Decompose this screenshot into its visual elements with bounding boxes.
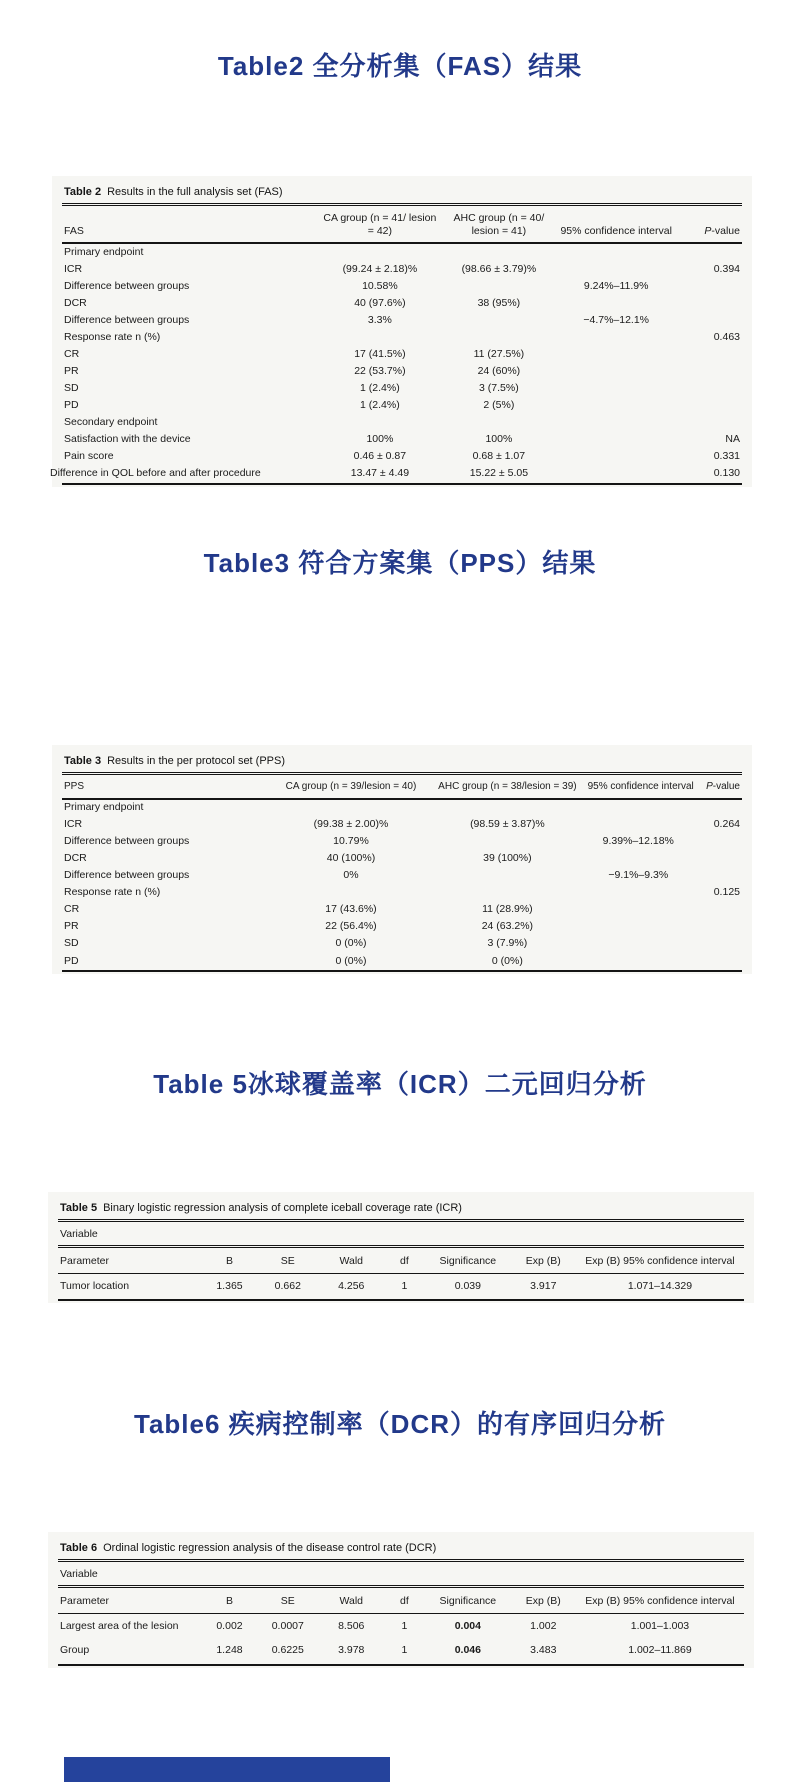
cell-ci bbox=[586, 936, 691, 953]
table6-caption-text: Ordinal logistic regression analysis of the disease control rate (DCR) bbox=[103, 1542, 437, 1554]
cell-b: 0.002 bbox=[216, 1619, 243, 1632]
col-b: B bbox=[225, 1595, 233, 1607]
cell-exp-b-ci: 1.002–11.869 bbox=[628, 1644, 692, 1657]
cell-ca: 13.47 ± 4.49 bbox=[350, 467, 410, 480]
col-se: SE bbox=[280, 1595, 295, 1607]
cell-p: 0.463 bbox=[713, 331, 740, 344]
cell-ahc: (98.59 ± 3.87)% bbox=[470, 818, 545, 831]
col-se: SE bbox=[280, 1255, 295, 1267]
cell-significance: 0.004 bbox=[454, 1619, 481, 1632]
table6-variable-band: Variable bbox=[58, 1562, 744, 1588]
table-row bbox=[62, 329, 742, 346]
table-row bbox=[62, 278, 742, 295]
cell-ca: 22 (56.4%) bbox=[325, 920, 377, 933]
row-label: Response rate n (%) bbox=[64, 886, 161, 899]
cell-p: 0.264 bbox=[713, 818, 740, 831]
cell-p bbox=[691, 953, 742, 971]
cell-wald: 4.256 bbox=[338, 1279, 365, 1292]
cell-exp-b: 3.917 bbox=[530, 1279, 557, 1292]
table-row bbox=[62, 432, 742, 449]
heading-table3-pps: Table3 符合方案集（PPS）结果 bbox=[203, 548, 597, 578]
cell-ahc bbox=[429, 868, 585, 885]
p-rest: -value bbox=[712, 781, 740, 792]
table-row bbox=[62, 243, 742, 261]
row-label: ICR bbox=[64, 262, 83, 275]
table-row bbox=[58, 1274, 744, 1300]
table5-caption-label: Table 5 bbox=[60, 1202, 98, 1214]
table-row bbox=[62, 398, 742, 415]
cell-ca bbox=[273, 799, 429, 817]
table2 bbox=[50, 206, 742, 485]
cell-p: 0.130 bbox=[713, 467, 740, 480]
cell-ahc: 0.68 ± 1.07 bbox=[472, 450, 526, 463]
bottom-partial-heading-bar bbox=[64, 1757, 390, 1782]
cell-ahc: 38 (95%) bbox=[477, 296, 521, 309]
cell-p: NA bbox=[725, 433, 740, 446]
col-confidence-interval: 95% confidence interval bbox=[560, 225, 672, 238]
cell-se: 0.662 bbox=[274, 1279, 301, 1292]
cell-ca bbox=[320, 415, 439, 432]
table3-caption-label: Table 3 bbox=[64, 755, 102, 767]
cell-p bbox=[674, 278, 742, 295]
p-italic: P bbox=[706, 781, 713, 792]
cell-p bbox=[691, 851, 742, 868]
row-label: PR bbox=[64, 920, 79, 933]
p-rest: -value bbox=[711, 225, 740, 238]
cell-ci bbox=[558, 329, 674, 346]
row-label: DCR bbox=[64, 296, 87, 309]
table-row bbox=[62, 261, 742, 278]
col-ca-group: CA group (n = 39/lesion = 40) bbox=[285, 781, 417, 792]
col-ca-group: CA group (n = 41/ lesion = 42) bbox=[323, 212, 437, 238]
table-row bbox=[58, 1639, 744, 1665]
table-row bbox=[62, 817, 742, 834]
cell-ca: 40 (97.6%) bbox=[354, 296, 406, 309]
table-row bbox=[62, 851, 742, 868]
cell-ci: 9.24%–11.9% bbox=[583, 279, 649, 292]
table-row bbox=[62, 936, 742, 953]
table5-variable-band: Variable bbox=[58, 1222, 744, 1248]
table5-caption bbox=[58, 1200, 744, 1222]
cell-b: 1.365 bbox=[216, 1279, 243, 1292]
table3 bbox=[62, 775, 742, 972]
col-ahc-group: AHC group (n = 40/ lesion = 41) bbox=[453, 212, 545, 238]
cell-ca: 17 (43.6%) bbox=[325, 903, 377, 916]
cell-p: 0.125 bbox=[713, 886, 740, 899]
table2-caption bbox=[62, 184, 742, 206]
cell-p bbox=[691, 799, 742, 817]
cell-ci bbox=[558, 261, 674, 278]
row-label: Satisfaction with the device bbox=[64, 433, 191, 446]
cell-se: 0.6225 bbox=[271, 1644, 304, 1657]
table5-caption-text: Binary logistic regression analysis of complete iceball coverage rate (ICR) bbox=[103, 1202, 462, 1214]
col-exp-b-ci: Exp (B) 95% confidence interval bbox=[585, 1595, 735, 1607]
table5-figure bbox=[48, 1192, 754, 1303]
cell-p: 0.394 bbox=[713, 262, 740, 275]
cell-ci bbox=[558, 295, 674, 312]
row-label: PD bbox=[64, 399, 79, 412]
table-row bbox=[62, 868, 742, 885]
cell-ahc bbox=[439, 243, 558, 261]
row-label: Difference between groups bbox=[64, 835, 190, 848]
cell-parameter: Tumor location bbox=[60, 1279, 130, 1292]
cell-df: 1 bbox=[401, 1644, 408, 1657]
table3-header-row bbox=[62, 775, 742, 799]
cell-p: 0.331 bbox=[713, 450, 740, 463]
cell-ci bbox=[586, 885, 691, 902]
table3-caption bbox=[62, 753, 742, 775]
table5-header-row bbox=[58, 1248, 744, 1274]
cell-exp-b: 3.483 bbox=[530, 1644, 557, 1657]
cell-p bbox=[674, 364, 742, 381]
cell-ahc: 24 (63.2%) bbox=[481, 920, 534, 933]
col-parameter: Parameter bbox=[60, 1255, 110, 1267]
col-exp-b: Exp (B) bbox=[525, 1255, 561, 1267]
heading-table5-icr: Table 5冰球覆盖率（ICR）二元回归分析 bbox=[153, 1069, 647, 1099]
row-label: Primary endpoint bbox=[64, 245, 144, 258]
row-label: PR bbox=[64, 365, 79, 378]
cell-p bbox=[691, 834, 742, 851]
p-italic: P bbox=[704, 225, 712, 238]
cell-ci bbox=[558, 381, 674, 398]
cell-ca: 40 (100%) bbox=[326, 852, 376, 865]
cell-ci bbox=[586, 851, 691, 868]
table-row bbox=[62, 347, 742, 364]
cell-ci bbox=[558, 449, 674, 466]
cell-ci bbox=[558, 415, 674, 432]
table6 bbox=[58, 1588, 744, 1666]
col-confidence-interval: 95% confidence interval bbox=[587, 781, 694, 792]
table2-caption-label: Table 2 bbox=[64, 186, 102, 198]
row-label: CR bbox=[64, 348, 80, 361]
col-p-value bbox=[674, 206, 742, 243]
cell-p bbox=[691, 868, 742, 885]
table2-caption-text: Results in the full analysis set (FAS) bbox=[107, 186, 283, 198]
table-row bbox=[62, 295, 742, 312]
cell-significance: 0.046 bbox=[454, 1644, 481, 1657]
cell-ci: −4.7%–12.1% bbox=[583, 314, 650, 327]
cell-ci bbox=[558, 466, 674, 484]
cell-ci bbox=[586, 953, 691, 971]
cell-p bbox=[674, 312, 742, 329]
row-label: DCR bbox=[64, 852, 87, 865]
col-ahc-group: AHC group (n = 38/lesion = 39) bbox=[438, 781, 577, 792]
heading-table2-fas: Table2 全分析集（FAS）结果 bbox=[217, 51, 583, 81]
table3-figure bbox=[52, 745, 752, 974]
row-label: Response rate n (%) bbox=[64, 331, 161, 344]
col-pps: PPS bbox=[64, 781, 85, 792]
cell-ca bbox=[273, 885, 429, 902]
cell-ahc bbox=[439, 415, 558, 432]
cell-p bbox=[691, 919, 742, 936]
table-row bbox=[62, 312, 742, 329]
col-b: B bbox=[225, 1255, 233, 1267]
cell-ahc: 0 (0%) bbox=[491, 954, 523, 967]
col-exp-b: Exp (B) bbox=[525, 1595, 561, 1607]
table6-header-row bbox=[58, 1588, 744, 1614]
cell-ahc bbox=[439, 329, 558, 346]
cell-ahc bbox=[429, 834, 585, 851]
cell-ahc bbox=[429, 799, 585, 817]
cell-ahc: 11 (27.5%) bbox=[473, 348, 525, 361]
cell-ahc: 100% bbox=[485, 433, 513, 446]
table6-figure bbox=[48, 1532, 754, 1668]
table-row bbox=[62, 919, 742, 936]
cell-ci bbox=[558, 243, 674, 261]
cell-p bbox=[674, 398, 742, 415]
cell-ca: 1 (2.4%) bbox=[360, 399, 400, 412]
col-wald: Wald bbox=[339, 1595, 363, 1607]
cell-ahc bbox=[429, 885, 585, 902]
table6-caption bbox=[58, 1540, 744, 1562]
cell-p bbox=[691, 936, 742, 953]
table2-header-row bbox=[62, 206, 742, 243]
cell-parameter: Largest area of the lesion bbox=[60, 1619, 179, 1632]
row-label: Secondary endpoint bbox=[64, 416, 158, 429]
table-row bbox=[62, 381, 742, 398]
cell-ca: 3.3% bbox=[367, 314, 392, 327]
cell-significance: 0.039 bbox=[454, 1279, 481, 1292]
cell-wald: 3.978 bbox=[338, 1644, 365, 1657]
cell-se: 0.0007 bbox=[271, 1619, 304, 1632]
table-row bbox=[62, 799, 742, 817]
cell-ca: 17 (41.5%) bbox=[354, 348, 406, 361]
cell-ca: 22 (53.7%) bbox=[354, 365, 406, 378]
cell-ahc bbox=[439, 278, 558, 295]
heading-table6-dcr: Table6 疾病控制率（DCR）的有序回归分析 bbox=[134, 1409, 666, 1439]
cell-ca: (99.24 ± 2.18)% bbox=[342, 262, 418, 275]
cell-exp-b-ci: 1.001–1.003 bbox=[630, 1619, 690, 1632]
cell-ci bbox=[558, 398, 674, 415]
cell-ahc bbox=[439, 312, 558, 329]
cell-ca: 0% bbox=[343, 869, 359, 882]
table-row bbox=[62, 834, 742, 851]
cell-ca bbox=[320, 243, 439, 261]
col-df: df bbox=[400, 1255, 409, 1267]
table3-caption-text: Results in the per protocol set (PPS) bbox=[107, 755, 286, 767]
table-row bbox=[62, 364, 742, 381]
col-significance: Significance bbox=[439, 1595, 497, 1607]
row-label: Difference between groups bbox=[64, 314, 190, 327]
cell-p bbox=[691, 902, 742, 919]
cell-parameter: Group bbox=[60, 1644, 90, 1657]
table-row bbox=[62, 449, 742, 466]
cell-ahc: 3 (7.9%) bbox=[487, 937, 528, 950]
table5 bbox=[58, 1248, 744, 1301]
cell-ca: 0 (0%) bbox=[335, 937, 367, 950]
row-label: SD bbox=[64, 937, 79, 950]
row-label: Difference between groups bbox=[64, 869, 190, 882]
cell-ahc: 15.22 ± 5.05 bbox=[469, 467, 529, 480]
row-label: Pain score bbox=[64, 450, 114, 463]
cell-ca: 0.46 ± 0.87 bbox=[353, 450, 407, 463]
cell-ca: 10.58% bbox=[362, 279, 398, 292]
cell-p bbox=[674, 295, 742, 312]
cell-ahc: (98.66 ± 3.79)% bbox=[461, 262, 537, 275]
row-label: ICR bbox=[64, 818, 83, 831]
cell-ca: 10.79% bbox=[333, 835, 369, 848]
cell-p bbox=[674, 243, 742, 261]
cell-df: 1 bbox=[401, 1279, 408, 1292]
row-label: Difference between groups bbox=[64, 279, 190, 292]
cell-ci bbox=[558, 347, 674, 364]
cell-b: 1.248 bbox=[216, 1644, 243, 1657]
col-significance: Significance bbox=[439, 1255, 497, 1267]
cell-df: 1 bbox=[401, 1619, 408, 1632]
cell-ca: (99.38 ± 2.00)% bbox=[313, 818, 389, 831]
table-row bbox=[62, 466, 742, 484]
col-exp-b-ci: Exp (B) 95% confidence interval bbox=[585, 1255, 735, 1267]
cell-exp-b: 1.002 bbox=[530, 1619, 557, 1632]
cell-ahc: 24 (60%) bbox=[477, 365, 521, 378]
cell-ahc: 11 (28.9%) bbox=[482, 903, 533, 916]
cell-ahc: 3 (7.5%) bbox=[479, 382, 519, 395]
cell-ci bbox=[558, 432, 674, 449]
cell-p bbox=[674, 381, 742, 398]
cell-ahc: 2 (5%) bbox=[483, 399, 515, 412]
cell-ca bbox=[320, 329, 439, 346]
col-wald: Wald bbox=[339, 1255, 363, 1267]
cell-ci bbox=[558, 364, 674, 381]
table-row bbox=[62, 885, 742, 902]
col-p-value bbox=[691, 775, 742, 799]
cell-wald: 8.506 bbox=[338, 1619, 365, 1632]
cell-ci bbox=[586, 902, 691, 919]
cell-ci bbox=[586, 817, 691, 834]
cell-ci bbox=[586, 919, 691, 936]
cell-ahc: 39 (100%) bbox=[483, 852, 532, 865]
row-label: CR bbox=[64, 903, 80, 916]
col-parameter: Parameter bbox=[60, 1595, 110, 1607]
table-row bbox=[62, 902, 742, 919]
cell-ci: −9.1%–9.3% bbox=[608, 869, 669, 882]
row-label: Primary endpoint bbox=[64, 801, 144, 814]
table-row bbox=[58, 1614, 744, 1639]
cell-ca: 0 (0%) bbox=[335, 954, 367, 967]
row-label: Difference in QOL before and after procedure bbox=[50, 467, 261, 480]
col-fas: FAS bbox=[64, 225, 84, 238]
cell-ci bbox=[586, 799, 691, 817]
cell-ca: 1 (2.4%) bbox=[360, 382, 400, 395]
row-label: SD bbox=[64, 382, 79, 395]
cell-p bbox=[674, 415, 742, 432]
table-row bbox=[62, 953, 742, 971]
cell-ci: 9.39%–12.18% bbox=[602, 835, 674, 848]
table2-figure bbox=[52, 176, 752, 487]
row-label: PD bbox=[64, 954, 79, 967]
table-row bbox=[62, 415, 742, 432]
table6-caption-label: Table 6 bbox=[60, 1542, 98, 1554]
cell-ca: 100% bbox=[366, 433, 394, 446]
col-df: df bbox=[400, 1595, 409, 1607]
cell-exp-b-ci: 1.071–14.329 bbox=[627, 1279, 693, 1292]
cell-p bbox=[674, 347, 742, 364]
